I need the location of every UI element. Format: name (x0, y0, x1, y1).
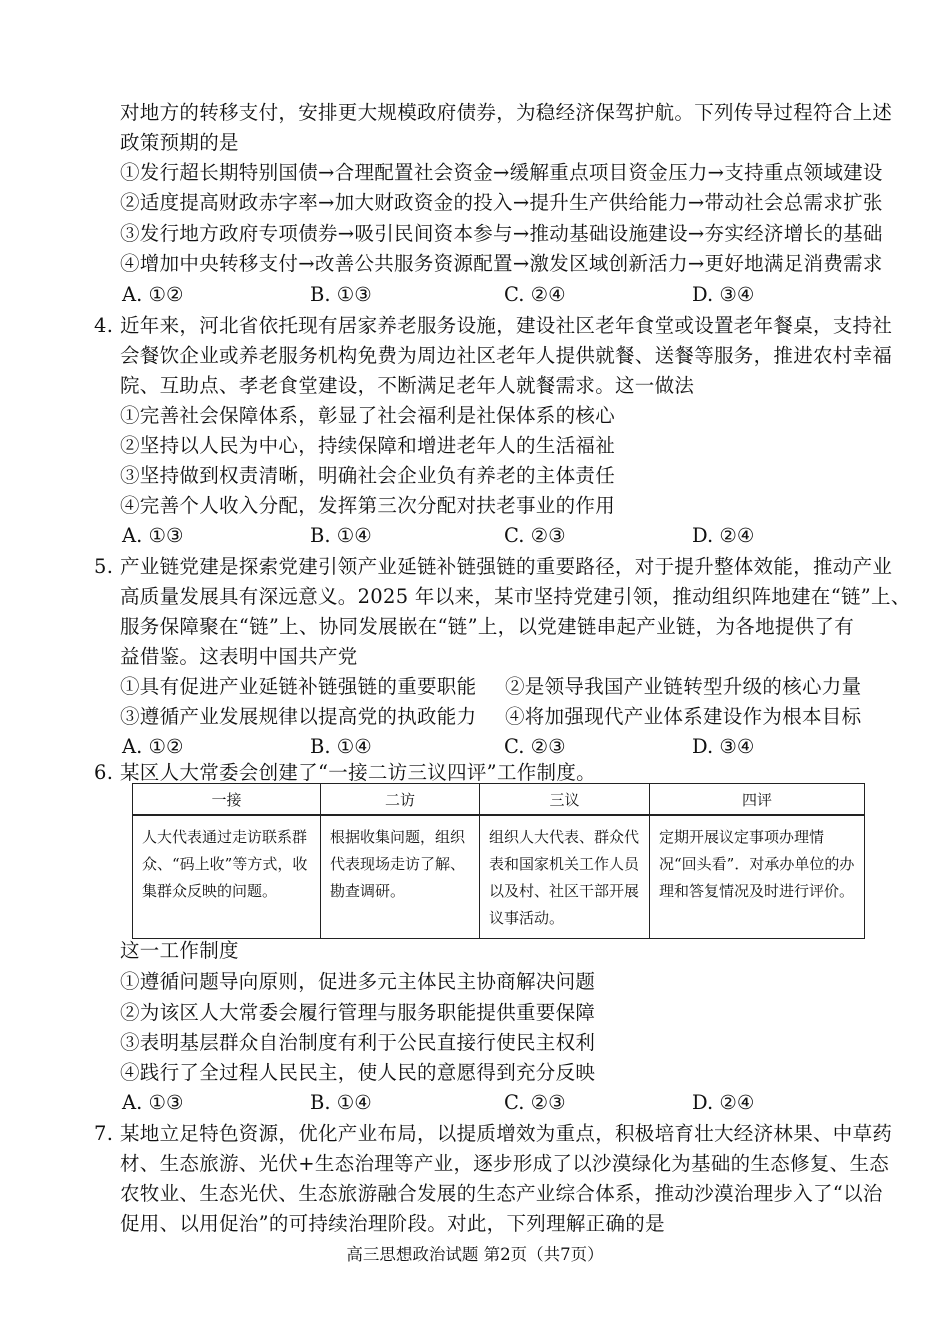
q5-line: 服务保障聚在“链”上、协同发展嵌在“链”上，以党建链串起产业链，为各地提供了有 (120, 615, 855, 638)
q5-options (120, 735, 880, 759)
q3-choice: ④增加中央转移支付→改善公共服务资源配置→激发区域创新活力→更好地满足消费需求 (120, 252, 883, 275)
q5-choice: ③遵循产业发展规律以提高党的执政能力 (120, 705, 477, 728)
q5-choice: ①具有促进产业延链补链强链的重要职能 (120, 675, 477, 698)
q3-options (120, 283, 880, 307)
q4-choice: ①完善社会保障体系，彰显了社会福利是社保体系的核心 (120, 404, 616, 427)
q7-line: 农牧业、生态光伏、生态旅游融合发展的生态产业综合体系，推动沙漠治理步入了“以治 (120, 1182, 883, 1205)
option-d: D. ③④ (692, 735, 755, 758)
option-b: B. ①③ (310, 283, 372, 306)
option-b: B. ①④ (310, 524, 372, 547)
option-c: C. ②③ (504, 735, 566, 758)
option-d: D. ②④ (692, 1091, 755, 1114)
q6-number: 6. (94, 761, 114, 784)
table-cell: 定期开展议定事项办理情况“回头看”．对承办单位的办理和答复情况及时进行评价。 (650, 815, 865, 939)
q4-choice: ③坚持做到权责清晰，明确社会企业负有养老的主体责任 (120, 464, 616, 487)
table-header: 一接 (133, 784, 321, 816)
q7-number: 7. (94, 1122, 114, 1145)
option-d: D. ③④ (692, 283, 755, 306)
table-header: 三议 (480, 784, 650, 816)
option-d: D. ②④ (692, 524, 755, 547)
q7-line: 材、生态旅游、光伏+生态治理等产业，逐步形成了以沙漠绿化为基础的生态修复、生态 (120, 1152, 890, 1175)
table-header-row (133, 784, 865, 816)
q7-line: 促用、以用促治”的可持续治理阶段。对此，下列理解正确的是 (120, 1212, 665, 1235)
q3-choice: ③发行地方政府专项债券→吸引民间资本参与→推动基础设施建设→夯实经济增长的基础 (120, 222, 883, 245)
option-a: A. ①③ (122, 1091, 184, 1114)
q5-line: 高质量发展具有深远意义。2025 年以来，某市坚持党建引领，推动组织阵地建在“链”上、 (120, 585, 911, 608)
q4-line: 近年来，河北省依托现有居家养老服务设施，建设社区老年食堂或设置老年餐桌，支持社 (120, 314, 893, 337)
q7-line: 某地立足特色资源，优化产业布局，以提质增效为重点，积极培育壮大经济林果、中草药 (120, 1122, 893, 1145)
option-c: C. ②③ (504, 524, 566, 547)
option-c: C. ②③ (504, 1091, 566, 1114)
q4-options (120, 524, 880, 548)
work-system-table (132, 783, 865, 939)
q3-choice: ①发行超长期特别国债→合理配置社会资金→缓解重点项目资金压力→支持重点领域建设 (120, 161, 883, 184)
option-b: B. ①④ (310, 1091, 372, 1114)
q3-line: 政策预期的是 (120, 131, 239, 154)
option-a: A. ①② (122, 283, 184, 306)
q5-number: 5. (94, 555, 114, 578)
table-row (133, 815, 865, 939)
q6-line: 这一工作制度 (120, 939, 239, 962)
q4-line: 院、互助点、孝老食堂建设，不断满足老年人就餐需求。这一做法 (120, 374, 695, 397)
option-b: B. ①④ (310, 735, 372, 758)
page-footer: 高三思想政治试题 第2页（共7页） (346, 1245, 604, 1264)
table-cell: 组织人大代表、群众代表和国家机关工作人员以及村、社区干部开展议事活动。 (480, 815, 650, 939)
q3-choice: ②适度提高财政赤字率→加大财政资金的投入→提升生产供给能力→带动社会总需求扩张 (120, 191, 883, 214)
q5-choice: ④将加强现代产业体系建设作为根本目标 (505, 705, 862, 728)
q5-line: 产业链党建是探索党建引领产业延链补链强链的重要路径，对于提升整体效能，推动产业 (120, 555, 893, 578)
q6-stem: 某区人大常委会创建了“一接二访三议四评”工作制度。 (120, 761, 596, 784)
q6-choice: ②为该区人大常委会履行管理与服务职能提供重要保障 (120, 1001, 596, 1024)
q3-line: 对地方的转移支付，安排更大规模政府债券，为稳经济保驾护航。下列传导过程符合上述 (120, 101, 893, 124)
q6-choice: ①遵循问题导向原则，促进多元主体民主协商解决问题 (120, 970, 596, 993)
q4-line: 会餐饮企业或养老服务机构免费为周边社区老年人提供就餐、送餐等服务，推进农村幸福 (120, 344, 893, 367)
option-a: A. ①② (122, 735, 184, 758)
q4-choice: ②坚持以人民为中心，持续保障和增进老年人的生活福祉 (120, 434, 616, 457)
q6-choice: ③表明基层群众自治制度有利于公民直接行使民主权利 (120, 1031, 596, 1054)
table-header: 四评 (650, 784, 865, 816)
option-c: C. ②④ (504, 283, 566, 306)
option-a: A. ①③ (122, 524, 184, 547)
table-header: 二访 (321, 784, 480, 816)
q6-choice: ④践行了全过程人民民主，使人民的意愿得到充分反映 (120, 1061, 596, 1084)
q6-options (120, 1091, 880, 1115)
q5-line: 益借鉴。这表明中国共产党 (120, 645, 358, 668)
q4-choice: ④完善个人收入分配，发挥第三次分配对扶老事业的作用 (120, 494, 616, 517)
q5-choice: ②是领导我国产业链转型升级的核心力量 (505, 675, 862, 698)
table-cell: 根据收集问题，组织代表现场走访了解、勘查调研。 (321, 815, 480, 939)
q4-number: 4. (94, 314, 114, 337)
table-cell: 人大代表通过走访联系群众、“码上收”等方式，收集群众反映的问题。 (133, 815, 321, 939)
